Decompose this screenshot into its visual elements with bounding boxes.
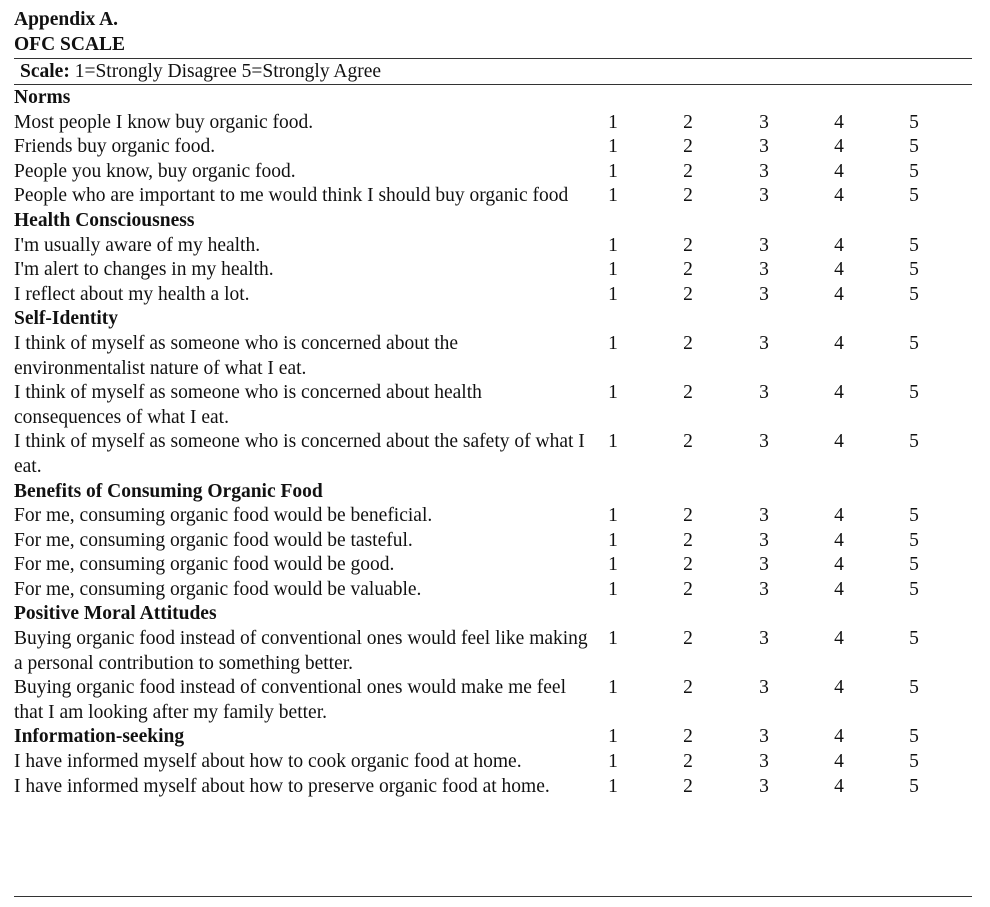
- question-row: [14, 283, 972, 308]
- rating-option-4: 4: [834, 160, 844, 182]
- section-heading-row: [14, 307, 972, 332]
- rating-option-3: 3: [759, 259, 769, 281]
- rating-option-2: 2: [683, 332, 693, 354]
- question-text: People who are important to me would think I should buy organic food: [14, 185, 569, 207]
- rating-option-5: 5: [909, 160, 919, 182]
- rating-option-5: 5: [909, 726, 919, 748]
- rating-option-3: 3: [759, 431, 769, 453]
- rating-option-1: 1: [608, 136, 618, 158]
- rating-options: [14, 160, 972, 185]
- rating-option-4: 4: [834, 283, 844, 305]
- rating-option-3: 3: [759, 160, 769, 182]
- rating-option-4: 4: [834, 554, 844, 576]
- rating-option-2: 2: [683, 529, 693, 551]
- rating-option-3: 3: [759, 751, 769, 773]
- question-row: [14, 504, 972, 529]
- question-row: [14, 184, 972, 209]
- rating-option-4: 4: [834, 726, 844, 748]
- rating-option-4: 4: [834, 185, 844, 207]
- section-heading: Self-Identity: [14, 308, 118, 330]
- question-text: I reflect about my health a lot.: [14, 283, 250, 305]
- rating-option-1: 1: [608, 259, 618, 281]
- rating-option-1: 1: [608, 185, 618, 207]
- rating-option-3: 3: [759, 111, 769, 133]
- rating-option-2: 2: [683, 185, 693, 207]
- question-row: [14, 553, 972, 578]
- appendix-heading: Appendix A.: [14, 9, 119, 30]
- rating-option-5: 5: [909, 775, 919, 797]
- rating-option-3: 3: [759, 554, 769, 576]
- question-row: [14, 750, 972, 775]
- question-text: I think of myself as someone who is concerned about the safety of what I eat.: [14, 431, 585, 477]
- rating-option-1: 1: [608, 628, 618, 650]
- rating-options: [14, 676, 972, 701]
- rating-option-1: 1: [608, 578, 618, 600]
- question-row: [14, 430, 972, 479]
- section-heading-row: [14, 209, 972, 234]
- rating-option-1: 1: [608, 529, 618, 551]
- appendix-page: [14, 7, 972, 797]
- rating-option-4: 4: [834, 111, 844, 133]
- question-text: For me, consuming organic food would be good.: [14, 554, 395, 576]
- rating-options: [14, 111, 972, 136]
- question-text: I think of myself as someone who is concerned about the environmentalist nature of what I eat.: [14, 332, 459, 379]
- rating-option-2: 2: [683, 234, 693, 256]
- rating-option-4: 4: [834, 505, 844, 527]
- rating-option-5: 5: [909, 529, 919, 551]
- rule-bottom: [14, 896, 972, 897]
- question-text: I think of myself as someone who is concerned about health consequences of what I eat.: [14, 382, 482, 428]
- question-row: [14, 234, 972, 259]
- question-text: Buying organic food instead of conventional ones would feel like making a personal contribution to something better.: [14, 628, 588, 674]
- rating-option-5: 5: [909, 751, 919, 773]
- rating-option-4: 4: [834, 431, 844, 453]
- rating-option-1: 1: [608, 283, 618, 305]
- rating-option-1: 1: [608, 751, 618, 773]
- rating-options: [14, 332, 972, 357]
- rating-option-2: 2: [683, 283, 693, 305]
- rating-option-4: 4: [834, 382, 844, 404]
- rating-option-5: 5: [909, 505, 919, 527]
- rating-option-2: 2: [683, 628, 693, 650]
- rating-option-3: 3: [759, 136, 769, 158]
- question-text: Most people I know buy organic food.: [14, 111, 314, 133]
- rating-option-4: 4: [834, 628, 844, 650]
- rating-option-1: 1: [608, 431, 618, 453]
- question-text: For me, consuming organic food would be beneficial.: [14, 505, 433, 527]
- rating-option-3: 3: [759, 677, 769, 699]
- rating-options: [14, 184, 972, 209]
- rating-option-2: 2: [683, 554, 693, 576]
- rating-option-4: 4: [834, 259, 844, 281]
- rating-option-2: 2: [683, 505, 693, 527]
- scale-legend: [20, 59, 381, 84]
- rating-option-4: 4: [834, 234, 844, 256]
- rating-option-4: 4: [834, 578, 844, 600]
- rating-option-5: 5: [909, 136, 919, 158]
- question-text: For me, consuming organic food would be valuable.: [14, 578, 422, 600]
- section-heading: Benefits of Consuming Organic Food: [14, 480, 323, 502]
- rating-option-5: 5: [909, 628, 919, 650]
- rating-option-4: 4: [834, 529, 844, 551]
- rating-option-5: 5: [909, 111, 919, 133]
- rating-options: [14, 750, 972, 775]
- rating-option-5: 5: [909, 382, 919, 404]
- rating-option-1: 1: [608, 234, 618, 256]
- question-text: For me, consuming organic food would be tasteful.: [14, 529, 413, 551]
- question-text: I'm usually aware of my health.: [14, 234, 261, 256]
- section-heading: Norms: [14, 87, 71, 108]
- scale-text: 1=Strongly Disagree 5=Strongly Agree: [69, 61, 382, 82]
- rating-option-5: 5: [909, 283, 919, 305]
- rule-under-scale: [14, 84, 972, 85]
- question-row: [14, 332, 972, 381]
- rating-option-3: 3: [759, 234, 769, 256]
- question-row: [14, 135, 972, 160]
- scale-label: Scale:: [20, 61, 70, 82]
- rating-option-4: 4: [834, 775, 844, 797]
- rating-option-2: 2: [683, 578, 693, 600]
- rating-option-5: 5: [909, 332, 919, 354]
- rating-options: [14, 578, 972, 603]
- rating-option-2: 2: [683, 775, 693, 797]
- rating-options: [14, 553, 972, 578]
- rating-option-4: 4: [834, 332, 844, 354]
- rating-option-3: 3: [759, 775, 769, 797]
- rating-option-1: 1: [608, 160, 618, 182]
- rating-option-3: 3: [759, 578, 769, 600]
- rating-option-2: 2: [683, 726, 693, 748]
- rating-option-2: 2: [683, 751, 693, 773]
- rating-option-5: 5: [909, 259, 919, 281]
- rating-option-1: 1: [608, 677, 618, 699]
- rating-options: [14, 504, 972, 529]
- rating-options: [14, 234, 972, 259]
- section-heading-row: [14, 602, 972, 627]
- rating-option-1: 1: [608, 726, 618, 748]
- rating-option-2: 2: [683, 160, 693, 182]
- rating-option-4: 4: [834, 677, 844, 699]
- rating-options: [14, 627, 972, 652]
- rating-option-5: 5: [909, 554, 919, 576]
- question-row: [14, 578, 972, 603]
- rating-option-5: 5: [909, 234, 919, 256]
- rating-option-1: 1: [608, 505, 618, 527]
- section-heading-row: [14, 480, 972, 505]
- rating-options: [14, 135, 972, 160]
- section-heading: Health Consciousness: [14, 209, 195, 231]
- rating-option-3: 3: [759, 505, 769, 527]
- section-heading-row: [14, 86, 972, 111]
- question-text: Friends buy organic food.: [14, 136, 216, 158]
- scale-name: OFC SCALE: [14, 34, 126, 55]
- rating-option-2: 2: [683, 677, 693, 699]
- rating-options: [14, 283, 972, 308]
- rating-option-1: 1: [608, 111, 618, 133]
- rating-option-2: 2: [683, 382, 693, 404]
- rating-option-3: 3: [759, 726, 769, 748]
- rating-option-3: 3: [759, 529, 769, 551]
- question-text: People you know, buy organic food.: [14, 160, 296, 182]
- question-row: [14, 529, 972, 554]
- section-heading: Positive Moral Attitudes: [14, 603, 217, 625]
- rating-options: [14, 258, 972, 283]
- question-row: [14, 381, 972, 430]
- questionnaire-rows: [14, 86, 972, 799]
- rating-options: [14, 381, 972, 406]
- question-row: [14, 258, 972, 283]
- rating-option-2: 2: [683, 136, 693, 158]
- section-heading-row: [14, 725, 972, 750]
- rating-option-4: 4: [834, 751, 844, 773]
- question-row: [14, 676, 972, 725]
- question-row: [14, 775, 972, 800]
- rating-option-2: 2: [683, 111, 693, 133]
- rating-option-3: 3: [759, 185, 769, 207]
- rating-option-5: 5: [909, 578, 919, 600]
- question-text: I have informed myself about how to cook organic food at home.: [14, 751, 522, 773]
- rating-option-2: 2: [683, 259, 693, 281]
- rating-option-5: 5: [909, 431, 919, 453]
- question-text: Buying organic food instead of conventional ones would make me feel that I am looking after my family better.: [14, 677, 566, 723]
- rating-options: [14, 775, 972, 800]
- rating-option-5: 5: [909, 185, 919, 207]
- rating-option-1: 1: [608, 382, 618, 404]
- section-heading: Information-seeking: [14, 726, 185, 748]
- rating-option-5: 5: [909, 677, 919, 699]
- rating-option-3: 3: [759, 628, 769, 650]
- rating-option-1: 1: [608, 332, 618, 354]
- question-row: [14, 627, 972, 676]
- rating-option-1: 1: [608, 775, 618, 797]
- rating-options: [14, 725, 972, 750]
- question-text: I have informed myself about how to preserve organic food at home.: [14, 775, 550, 797]
- question-row: [14, 160, 972, 185]
- rating-option-4: 4: [834, 136, 844, 158]
- rating-option-2: 2: [683, 431, 693, 453]
- rating-option-1: 1: [608, 554, 618, 576]
- rating-options: [14, 529, 972, 554]
- rating-options: [14, 430, 972, 455]
- rating-option-3: 3: [759, 332, 769, 354]
- rating-option-3: 3: [759, 283, 769, 305]
- rating-option-3: 3: [759, 382, 769, 404]
- question-row: [14, 111, 972, 136]
- question-text: I'm alert to changes in my health.: [14, 259, 274, 281]
